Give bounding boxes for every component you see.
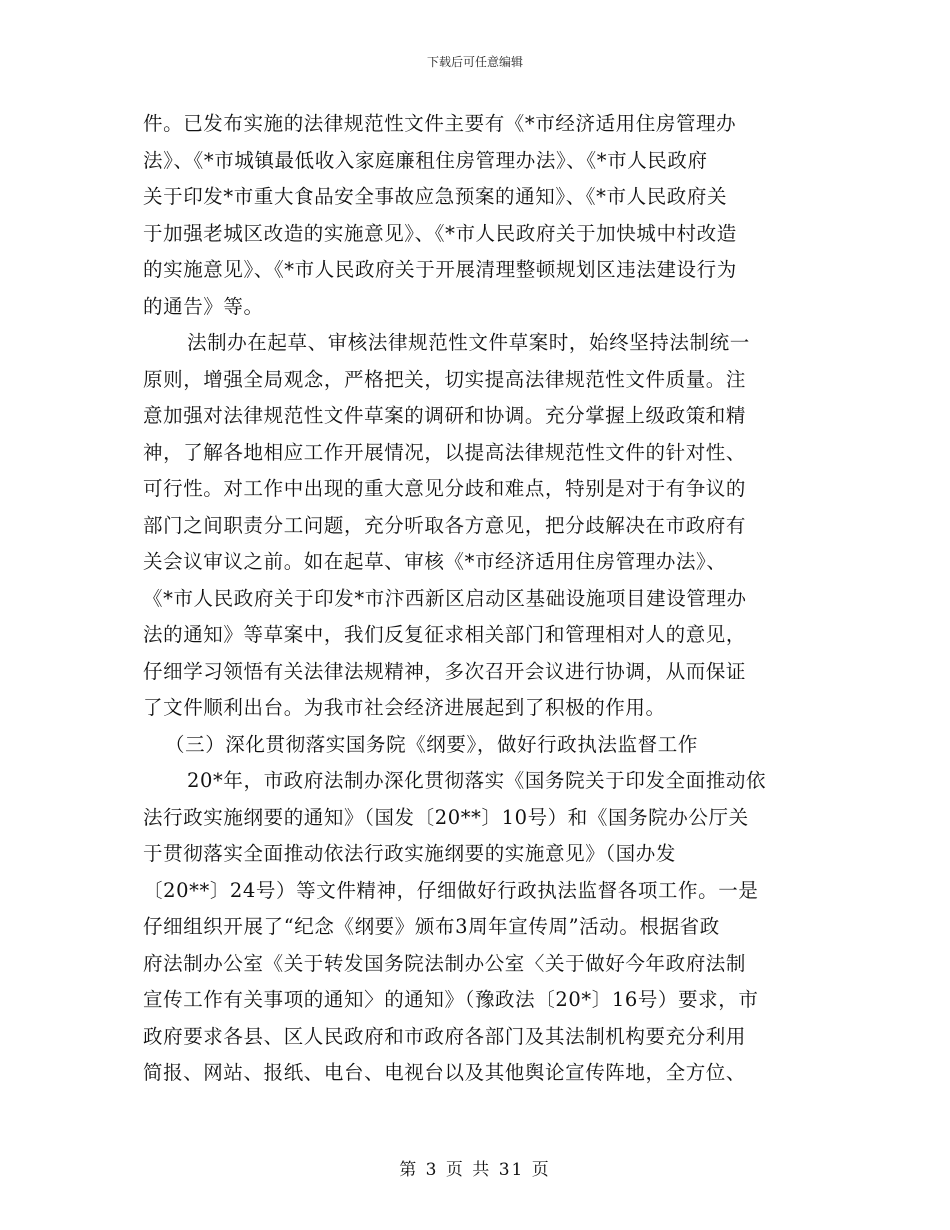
text-line-4: 于加强老城区改造的实施意见》、《*市人民政府关于加快城中村改造: [143, 221, 737, 245]
text-line-10: 神，了解各地相应工作开展情况，以提高法律规范性文件的针对性、: [143, 440, 747, 464]
page-header: 下载后可任意编辑: [426, 55, 523, 69]
text-line-12: 部门之间职责分工问题，充分听取各方意见，把分歧解决在市政府有: [143, 513, 747, 537]
text-line-5: 的实施意见》、《*市人民政府关于开展清理整顿规划区违法建设行为: [143, 258, 737, 281]
text-line-26: 政府要求各县、区人民政府和市政府各部门及其法制机构要充分利用: [143, 1024, 747, 1048]
text-line-24: 府法制办公室《关于转发国务院法制办公室〈关于做好今年政府法制: [143, 951, 747, 975]
text-line-2: 法》、《*市城镇最低收入家庭廉租住房管理办法》、《*市人民政府: [143, 148, 708, 172]
text-line-3: 关于印发*市重大食品安全事故应急预案的通知》、《*市人民政府关: [143, 185, 728, 208]
text-line-27: 简报、网站、报纸、电台、电视台以及其他舆论宣传阵地，全方位、: [143, 1061, 747, 1084]
text-line-22: 〔20**〕24号）等文件精神，仔细做好行政执法监督各项工作。一是: [143, 878, 759, 902]
text-line-1: 件。已发布实施的法律规范性文件主要有《*市经济适用住房管理办: [143, 112, 737, 135]
document-body: [143, 106, 808, 1092]
text-line-21: 于贯彻落实全面推动依法行政实施纲要的实施意见》（国办发: [143, 842, 676, 865]
page-number-footer: 第 3 页 共 31 页: [399, 1160, 551, 1180]
paragraph-start-line: 20*年，市政府法制办深化贯彻落实《国务院关于印发全面推动依: [187, 769, 767, 792]
text-line-16: 仔细学习领悟有关法律法规精神，多次召开会议进行协调，从而保证: [143, 659, 747, 683]
paragraph-start-line: 法制办在起草、审核法律规范性文件草案时，始终坚持法制统一: [187, 331, 750, 354]
text-line-8: 原则，增强全局观念，严格把关，切实提高法律规范性文件质量。注: [143, 367, 747, 391]
text-line-11: 可行性。对工作中出现的重大意见分歧和难点，特别是对于有争议的: [143, 477, 747, 500]
section-heading: （三）深化贯彻落实国务院《纲要》，做好行政执法监督工作: [165, 732, 698, 756]
text-line-15: 法的通知》等草案中，我们反复征求相关部门和管理相对人的意见，: [143, 623, 747, 646]
text-line-6: 的通告》等。: [143, 294, 264, 318]
text-line-14: 《*市人民政府关于印发*市汴西新区启动区基础设施项目建设管理办: [143, 586, 747, 610]
text-line-13: 关会议审议之前。如在起草、审核《*市经济适用住房管理办法》、: [143, 550, 727, 573]
text-line-9: 意加强对法律规范性文件草案的调研和协调。充分掌握上级政策和精: [143, 404, 747, 427]
text-line-20: 法行政实施纲要的通知》（国发〔20**〕10号）和《国务院办公厅关: [143, 805, 749, 829]
text-line-17: 了文件顺利出台。为我市社会经济进展起到了积极的作用。: [143, 696, 666, 719]
text-line-25: 宣传工作有关事项的通知〉的通知》（豫政法〔20*〕16号）要求，市: [143, 988, 759, 1011]
text-line-23: 仔细组织开展了“纪念《纲要》颁布3周年宣传周”活动。根据省政: [143, 915, 720, 938]
